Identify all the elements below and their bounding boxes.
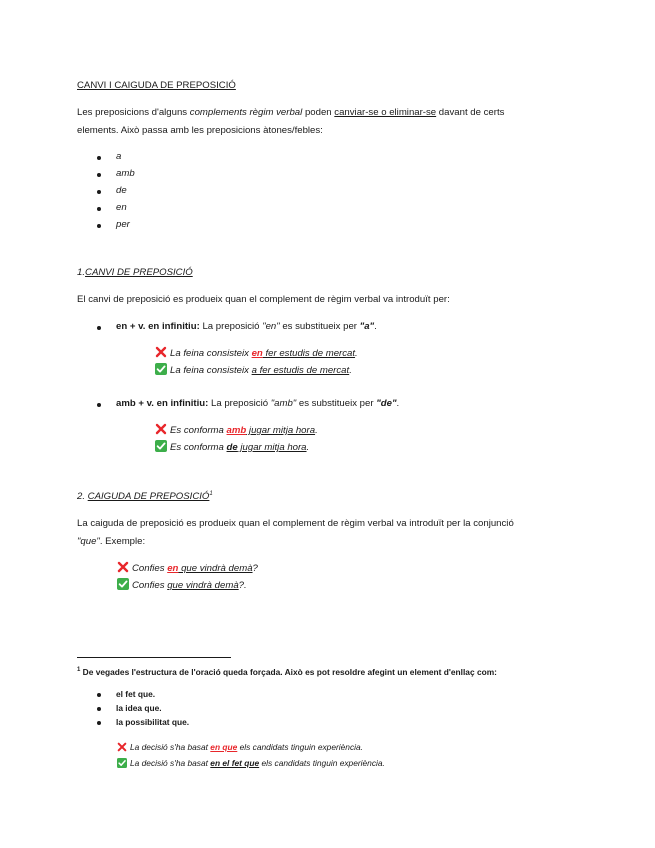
bullet-icon [97,190,101,194]
example-underline: a fer estudis de mercat [251,365,350,376]
section-2-number: 2. [77,491,88,502]
section-2-title: CAIGUDA DE PREPOSICIÓ [87,491,210,502]
rule-quote: "a" [359,321,375,332]
section-2-text-2 [77,535,145,548]
rule-1 [116,320,377,333]
example-underline: que vindrà demà [167,580,239,591]
check-mark-icon [117,758,127,768]
rule-text: es substitueix per [279,321,360,332]
right-preposition: de [226,442,238,453]
footnote-text [77,666,497,678]
footnote-divider [77,657,231,658]
section-1-text: El canvi de preposició es produeix quan el complement de règim verbal va introduït per: [77,294,450,305]
check-mark-icon [155,440,167,452]
bullet-icon [97,403,101,407]
example-text: Confies [132,580,168,591]
section-2-heading [77,490,213,503]
rule-2-label: amb + v. en infinitiu: [116,398,209,409]
rule-text: La preposició [199,321,263,332]
section-1-title: CANVI DE PREPOSICIÓ [85,267,193,278]
rule-1-label: en + v. en infinitiu: [116,321,200,332]
wrong-preposition: amb [226,425,247,436]
example-text: Es conforma [170,425,227,436]
example-underline: jugar mitja hora [237,442,307,453]
rule-text: . [396,398,400,409]
rule-text: es substitueix per [296,398,377,409]
cross-mark-icon [117,742,127,752]
example-end: . [349,365,352,376]
example-end: ? [252,563,258,574]
example-text: La feina consisteix [170,365,252,376]
cross-mark-icon [117,561,129,573]
check-mark-icon [117,578,129,590]
page-title: CANVI I CAIGUDA DE PREPOSICIÓ [77,80,236,91]
section-2-text-1: La caiguda de preposició es produeix quan el complement de règim verbal va introduït per la conjunció [77,518,514,529]
example-end: . [355,348,358,359]
list-item: la idea que. [116,703,162,713]
rule-text: La preposició [208,398,271,409]
conjunction-quote: "que" [77,536,100,547]
example-underline: que vindrà demà [178,563,253,574]
example-underline: jugar mitja hora [246,425,316,436]
bullet-icon [97,707,101,711]
intro-line-2: elements. Això passa amb les preposicions àtones/febles: [77,125,323,136]
intro-text-3: davant de certs [436,107,505,118]
example-3-right [117,578,247,592]
example-text: els candidats tinguin experiència. [237,742,363,752]
rule-2 [116,397,399,410]
cross-mark-icon [155,346,167,358]
bullet-icon [97,721,101,725]
example-1-wrong [155,346,358,360]
right-preposition: en el fet que [210,758,260,768]
section-2-text-end: . Exemple: [99,536,146,547]
example-1-right [155,363,352,377]
footnote-body: De vegades l'estructura de l'oració queda forçada. Això es pot resoldre afegint un element d'enllaç com: [80,667,497,677]
rule-quote: "amb" [270,398,297,409]
list-item: la possibilitat que. [116,717,190,727]
footnote-example-wrong [117,741,363,753]
bullet-icon [97,156,101,160]
intro-line-1 [77,106,504,119]
example-end: . [306,442,310,453]
wrong-preposition: en [167,563,179,574]
footnote-number: 1 [77,667,81,674]
list-item: en [116,202,127,213]
section-1-heading [77,266,193,279]
list-item: a [116,151,122,162]
list-item: per [116,219,130,230]
intro-italic: complements règim verbal [189,107,303,118]
example-underline: fer estudis de mercat [262,348,356,359]
example-2-wrong [155,423,318,437]
example-text: La decisió s'ha basat [130,758,211,768]
footnote-ref[interactable]: 1 [209,490,213,497]
example-text: Es conforma [170,442,227,453]
list-item: el fet que. [116,689,156,699]
example-text: La decisió s'ha basat [130,742,211,752]
example-end: ?. [238,580,247,591]
footnote-example-right [117,757,385,769]
list-item: amb [116,168,135,179]
bullet-icon [97,173,101,177]
rule-text: . [374,321,377,332]
example-text: Confies [132,563,168,574]
intro-text-2: poden [302,107,335,118]
check-mark-icon [155,363,167,375]
intro-text: Les preposicions d'alguns [77,107,190,118]
wrong-preposition: en [251,348,263,359]
bullet-icon [97,224,101,228]
example-text: La feina consisteix [170,348,252,359]
intro-underline: canviar-se o eliminar-se [334,107,437,118]
bullet-icon [97,693,101,697]
example-3-wrong [117,561,258,575]
bullet-icon [97,326,101,330]
example-end: . [315,425,318,436]
bullet-icon [97,207,101,211]
wrong-preposition: en que [210,742,238,752]
example-text: els candidats tinguin experiència. [259,758,385,768]
rule-quote: "en" [262,321,280,332]
section-1-number: 1. [77,267,86,278]
list-item: de [116,185,127,196]
example-2-right [155,440,309,454]
rule-quote: "de" [376,398,397,409]
cross-mark-icon [155,423,167,435]
